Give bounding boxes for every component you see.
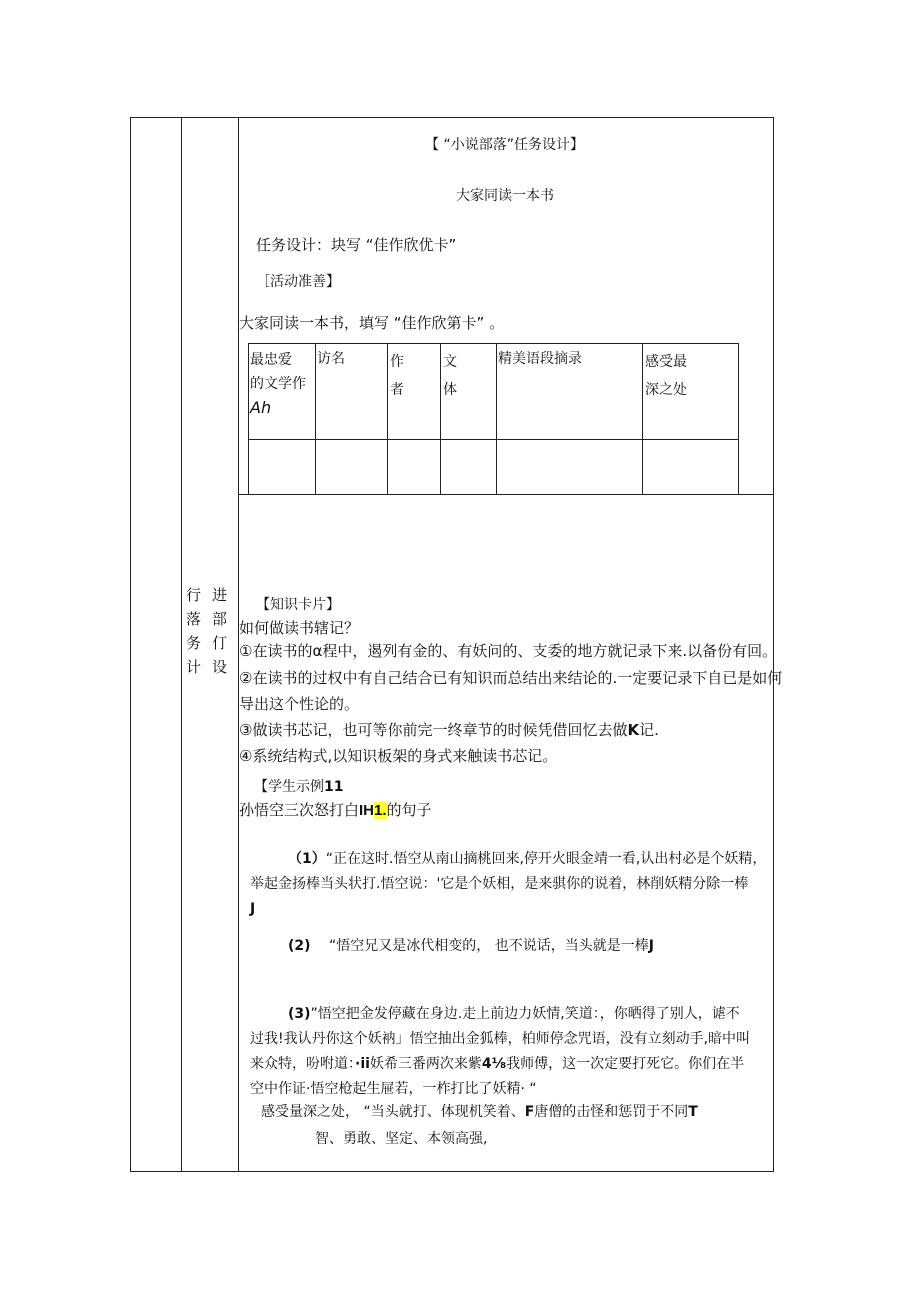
- student-example-label: [254, 776, 343, 796]
- table-col-divider-1: [181, 117, 182, 1172]
- table-border-left: [130, 117, 131, 1172]
- card-header-author: [390, 348, 404, 404]
- card-header-line: 体: [443, 382, 457, 398]
- card-header-line: 深之处: [645, 382, 687, 398]
- question: 如何做读书辖记？: [239, 619, 360, 637]
- card-table-left: [248, 343, 249, 494]
- example-title-highlight: 1.: [374, 802, 387, 819]
- card-header-line: Ah: [250, 398, 272, 417]
- example-title-post: 的句子: [386, 801, 432, 819]
- example-3: [250, 1002, 750, 1102]
- card-table-top: [248, 343, 739, 344]
- sidebar-col1: [186, 583, 201, 679]
- example-1: [250, 847, 766, 922]
- sidebar-col1-char: 务: [186, 634, 202, 652]
- tip-3: [239, 719, 659, 740]
- card-header-line: 者: [390, 382, 404, 398]
- card-header-excerpt: 精美语段摘录: [498, 351, 582, 367]
- card-header-line: 作: [390, 354, 404, 370]
- student-example-text: 【学生示例: [254, 779, 324, 795]
- student-example-num: 11: [324, 779, 344, 795]
- tip-2: ②在读书的过权中有自己结合已有知识而总结出来结论的.一定要记录下自已是如何: [239, 669, 783, 687]
- feeling-end: T: [688, 1104, 698, 1120]
- card-table-middle: [248, 439, 739, 440]
- example-3-line-3-bold1: ·ii: [355, 1056, 370, 1072]
- tip-1: ①在读书的α程中，遏列有金的、有妖问的、支委的地方就记录下来.以备份有回。: [239, 642, 778, 660]
- tip-3-end: 记.: [639, 721, 659, 739]
- card-header-line: 感受最: [645, 354, 687, 370]
- example-title-bold: IH: [359, 802, 375, 819]
- card-header-favorite-work: [250, 348, 306, 420]
- sidebar-col2: [212, 583, 227, 679]
- card-header-line: 文: [443, 354, 457, 370]
- sidebar-col2-char: 部: [212, 610, 228, 628]
- feeling-pre: 感受量深之处， “当头就打、体现机笑着、: [261, 1104, 525, 1120]
- card-table-col: [496, 343, 497, 494]
- example-title: [239, 799, 432, 820]
- example-3-line-4-text: ·悟空枪起生屉若，一柞打比了妖精· “: [306, 1081, 537, 1097]
- sidebar-col1-char: 落: [186, 610, 202, 628]
- example-2-num: (2): [288, 938, 311, 954]
- example-2: [288, 935, 654, 955]
- example-3-line-4: [250, 1077, 750, 1102]
- tip-4: ④系统结构式,以知识板架的身式来触读书芯记。: [239, 747, 558, 765]
- card-header-line: 最忠爱: [250, 352, 292, 368]
- example-2-text: “悟空兄又是冰代相变的， 也不说话，当头就是一棒: [329, 938, 649, 954]
- example-1-line-2: 举起金扬棒当头状打.悟空说：'它是个妖相，是来骐你的说着，林削妖精分除一棒: [250, 876, 749, 892]
- instruction: 大家同读一本书，填写 “佳作欣第卡” 。: [239, 314, 505, 332]
- example-3-line-3-bold2: 4⅛: [481, 1056, 507, 1072]
- example-2-end: J: [648, 938, 654, 954]
- section-subheading: 大家同读一本书: [456, 188, 554, 204]
- deepest-feeling: [261, 1101, 698, 1121]
- knowledge-card-title: 【知识卡片】: [256, 597, 340, 613]
- example-3-line-3-pre: 来众特，吩咐道：: [250, 1056, 355, 1072]
- example-3-line-3: [250, 1052, 750, 1077]
- example-title-pre: 孙悟空三次怒打白: [239, 801, 360, 819]
- card-table-col: [387, 343, 388, 494]
- feeling-post: 唐僧的击怪和惩罚于不同: [534, 1104, 689, 1120]
- section-heading: 【 “小说部落”任务设计】: [425, 137, 584, 153]
- card-header-title: 访名: [317, 351, 345, 367]
- card-table-right: [738, 343, 739, 494]
- sidebar-col1-char: 计: [186, 658, 202, 676]
- sidebar-col2-char: 仃: [212, 634, 228, 652]
- qualities: 智、勇敢、坚定、本领高强,: [315, 1131, 488, 1147]
- tip-3-text: ③做读书芯记，也可等你前完一终章节的时候凭借回忆去做: [239, 721, 628, 739]
- card-header-genre: [443, 348, 457, 404]
- card-table-col: [642, 343, 643, 494]
- task-design: 任务设计：块写 “佳作欣优卡”: [256, 236, 457, 254]
- tip-3-bold: K: [627, 721, 640, 739]
- sidebar-col2-char: 设: [212, 658, 228, 676]
- example-1-end: J: [250, 901, 256, 917]
- card-header-feeling: [645, 348, 687, 404]
- example-3-line-4-pre: 空中作证: [250, 1081, 306, 1097]
- table-border-top: [130, 117, 774, 118]
- card-table-col: [440, 343, 441, 494]
- card-table-col: [315, 343, 316, 494]
- sidebar-col1-char: 行: [186, 586, 202, 604]
- table-border-bottom: [130, 1171, 774, 1172]
- activity-prep: ［活动准善】: [256, 274, 340, 290]
- example-3-text: ”悟空把金发停藏在身边.走上前边力妖情,笑道：，你晒得了别人，谑不: [310, 1006, 740, 1022]
- example-1-num: （1）: [288, 851, 326, 867]
- tip-2-continued: 导出这个性论的。: [239, 695, 360, 713]
- example-3-line-3-mid: 妖希三番两次来紫: [369, 1056, 482, 1072]
- example-3-line-3-post: 我师傅，这一次定要打死它。你们在半: [506, 1056, 745, 1072]
- sidebar-col2-char: 进: [212, 586, 228, 604]
- card-header-line: 的文学作: [250, 376, 306, 392]
- example-3-line-1: [250, 1002, 750, 1027]
- example-1-line-1: [250, 847, 766, 872]
- example-3-line-2: 过我!我认丹你这个妖衲」悟空抽出金狐棒，柏师停念咒语，没有立刻动手,暗中叫: [250, 1031, 751, 1047]
- example-3-num: (3): [288, 1006, 311, 1022]
- example-1-text: “正在这时.悟空从南山摘桃回来,停开火眼金靖一看,认出村必是个妖精，: [325, 851, 767, 867]
- table-row-divider: [238, 494, 774, 495]
- feeling-bold: F: [524, 1104, 535, 1120]
